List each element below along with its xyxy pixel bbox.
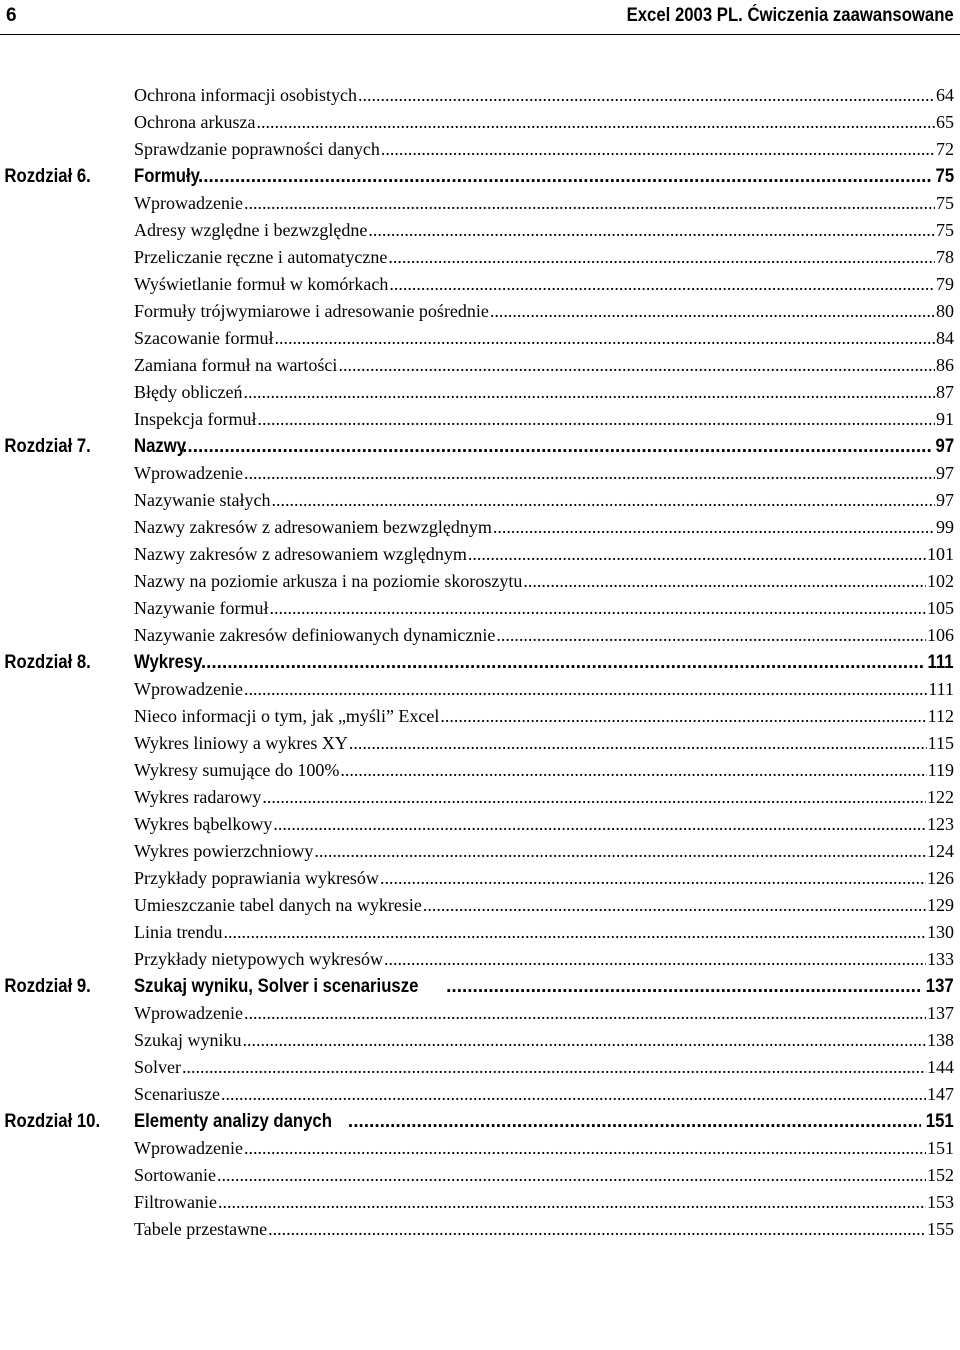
section-title: Umieszczanie tabel danych na wykresie [134, 895, 422, 915]
toc-entry [0, 946, 960, 973]
toc-entry [0, 487, 960, 514]
toc-entry [0, 865, 960, 892]
toc-entry [0, 325, 960, 352]
section-entry [134, 190, 954, 217]
toc-entry [0, 568, 960, 595]
section-page-number: 122 [927, 787, 954, 807]
dot-leader [340, 757, 926, 784]
section-entry [134, 460, 954, 487]
dot-leader [218, 1189, 926, 1216]
section-page-number: 75 [936, 193, 954, 213]
section-title: Sortowanie [134, 1165, 216, 1185]
toc-entry [0, 919, 960, 946]
chapter-title: Elementy analizy danych [134, 1111, 332, 1132]
section-page-number: 64 [936, 85, 954, 105]
section-title: Nazywanie stałych [134, 490, 271, 510]
page-number: 6 [6, 5, 17, 26]
section-title: Adresy względne i bezwzględne [134, 220, 368, 240]
toc-entry [0, 190, 960, 217]
toc-chapter-heading [0, 1108, 960, 1135]
section-entry [134, 1216, 954, 1243]
toc-chapter-heading [0, 433, 960, 460]
chapter-title: Wykresy [134, 652, 203, 673]
section-page-number: 124 [927, 841, 954, 861]
section-title: Wprowadzenie [134, 1003, 243, 1023]
chapter-entry [134, 649, 954, 676]
toc-entry [0, 838, 960, 865]
dot-leader [273, 811, 926, 838]
dot-leader [496, 622, 926, 649]
section-entry [134, 352, 954, 379]
toc-entry [0, 622, 960, 649]
section-page-number: 86 [936, 355, 954, 375]
section-page-number: 123 [927, 814, 954, 834]
toc-entry [0, 352, 960, 379]
section-entry [134, 1081, 954, 1108]
section-title: Wprowadzenie [134, 1138, 243, 1158]
toc-entry [0, 217, 960, 244]
section-entry [134, 865, 954, 892]
dot-leader [349, 730, 927, 757]
chapter-entry [134, 973, 954, 1000]
section-page-number: 78 [936, 247, 954, 267]
toc-entry [0, 784, 960, 811]
dot-leader [389, 271, 935, 298]
section-entry [134, 811, 954, 838]
section-page-number: 130 [927, 922, 954, 942]
section-entry [134, 1027, 954, 1054]
section-title: Sprawdzanie poprawności danych [134, 139, 380, 159]
section-page-number: 65 [936, 112, 954, 132]
section-title: Wprowadzenie [134, 463, 243, 483]
toc-chapter [0, 1108, 960, 1243]
section-page-number: 147 [927, 1084, 954, 1104]
section-page-number: 105 [927, 598, 954, 618]
dot-leader [269, 595, 926, 622]
dot-leader [271, 487, 935, 514]
dot-leader [221, 1081, 926, 1108]
toc-chapter-heading [0, 163, 960, 190]
dot-leader [468, 541, 926, 568]
table-of-contents [0, 82, 960, 1243]
section-entry [134, 406, 954, 433]
section-title: Wykres bąbelkowy [134, 814, 273, 834]
section-entry [134, 676, 954, 703]
section-entry [134, 1189, 954, 1216]
section-entry [134, 595, 954, 622]
dot-leader [243, 1027, 927, 1054]
section-page-number: 112 [927, 706, 954, 726]
section-page-number: 152 [927, 1165, 954, 1185]
section-entry [134, 82, 954, 109]
section-entry [134, 919, 954, 946]
toc-entry [0, 757, 960, 784]
chapter-label: Rozdział 6. [4, 166, 91, 187]
section-entry [134, 946, 954, 973]
chapter-label: Rozdział 10. [4, 1111, 101, 1132]
section-page-number: 79 [936, 274, 954, 294]
section-title: Tabele przestawne [134, 1219, 268, 1239]
section-title: Wprowadzenie [134, 193, 243, 213]
toc-chapter-heading [0, 973, 960, 1000]
chapter-label: Rozdział 8. [4, 652, 91, 673]
dot-leader [198, 163, 932, 190]
dot-leader [243, 379, 935, 406]
chapter-title: Nazwy [134, 436, 187, 457]
section-page-number: 75 [936, 220, 954, 240]
section-title: Filtrowanie [134, 1192, 217, 1212]
toc-entry [0, 298, 960, 325]
toc-chapter-heading [0, 649, 960, 676]
section-page-number: 137 [927, 1003, 954, 1023]
chapter-entry [134, 163, 954, 190]
dot-leader [268, 1216, 926, 1243]
section-entry [134, 487, 954, 514]
section-page-number: 99 [936, 517, 954, 537]
section-page-number: 102 [927, 571, 954, 591]
section-entry [134, 568, 954, 595]
section-title: Szukaj wyniku [134, 1030, 242, 1050]
toc-entry [0, 892, 960, 919]
dot-leader [244, 190, 935, 217]
section-page-number: 72 [936, 139, 954, 159]
section-page-number: 144 [927, 1057, 954, 1077]
chapter-entry [134, 433, 954, 460]
toc-entry [0, 1081, 960, 1108]
toc-entry [0, 379, 960, 406]
toc-entry [0, 136, 960, 163]
section-title: Linia trendu [134, 922, 223, 942]
section-entry [134, 379, 954, 406]
section-page-number: 111 [928, 679, 954, 699]
section-entry [134, 514, 954, 541]
section-title: Wykres powierzchniowy [134, 841, 314, 861]
toc-entry [0, 1135, 960, 1162]
section-title: Formuły trójwymiarowe i adresowanie pośrednie [134, 301, 489, 321]
section-title: Przykłady nietypowych wykresów [134, 949, 383, 969]
dot-leader [244, 1000, 926, 1027]
toc-entry [0, 1054, 960, 1081]
toc-entry [0, 811, 960, 838]
section-page-number: 129 [927, 895, 954, 915]
chapter-page-number: 111 [927, 652, 954, 673]
toc-entry [0, 676, 960, 703]
page-header [0, 0, 960, 35]
section-title: Wyświetlanie formuł w komórkach [134, 274, 389, 294]
dot-leader [490, 298, 935, 325]
dot-leader [446, 973, 921, 1000]
toc-entry [0, 406, 960, 433]
toc-entry [0, 1189, 960, 1216]
dot-leader [244, 460, 935, 487]
dot-leader [244, 676, 927, 703]
toc-chapter [0, 973, 960, 1108]
section-page-number: 115 [927, 733, 954, 753]
chapter-page-number: 151 [926, 1111, 954, 1132]
dot-leader [201, 649, 924, 676]
section-title: Scenariusze [134, 1084, 220, 1104]
section-entry [134, 244, 954, 271]
chapter-page-number: 137 [926, 976, 954, 997]
dot-leader [182, 433, 932, 460]
section-entry [134, 892, 954, 919]
toc-chapter [0, 433, 960, 649]
dot-leader [338, 352, 935, 379]
section-title: Nazwy zakresów z adresowaniem bezwzględnym [134, 517, 492, 537]
section-page-number: 97 [936, 463, 954, 483]
dot-leader [381, 136, 935, 163]
section-title: Nazwy na poziomie arkusza i na poziomie skoroszytu [134, 571, 523, 591]
section-title: Szacowanie formuł [134, 328, 274, 348]
toc-entry [0, 541, 960, 568]
section-page-number: 119 [927, 760, 954, 780]
section-title: Nazywanie formuł [134, 598, 269, 618]
dot-leader [358, 82, 935, 109]
toc-chapter [0, 649, 960, 973]
chapter-label: Rozdział 7. [4, 436, 91, 457]
section-title: Ochrona arkusza [134, 112, 256, 132]
section-title: Wykresy sumujące do 100% [134, 760, 340, 780]
toc-entry [0, 730, 960, 757]
section-title: Przeliczanie ręczne i automatyczne [134, 247, 388, 267]
toc-entry [0, 109, 960, 136]
section-entry [134, 730, 954, 757]
section-entry [134, 298, 954, 325]
chapter-title: Szukaj wyniku, Solver i scenariusze [134, 976, 419, 997]
section-entry [134, 757, 954, 784]
toc-entry [0, 1162, 960, 1189]
section-page-number: 155 [927, 1219, 954, 1239]
toc-entry [0, 1027, 960, 1054]
section-entry [134, 622, 954, 649]
section-page-number: 138 [927, 1030, 954, 1050]
dot-leader [440, 703, 926, 730]
dot-leader [368, 217, 935, 244]
section-title: Nieco informacji o tym, jak „myśli” Excel [134, 706, 440, 726]
section-title: Przykłady poprawiania wykresów [134, 868, 379, 888]
dot-leader [314, 838, 926, 865]
section-title: Nazywanie zakresów definiowanych dynamicznie [134, 625, 496, 645]
section-title: Solver [134, 1057, 181, 1077]
section-title: Błędy obliczeń [134, 382, 243, 402]
toc-entry [0, 82, 960, 109]
section-entry [134, 1054, 954, 1081]
section-page-number: 126 [927, 868, 954, 888]
section-entry [134, 109, 954, 136]
toc-entry [0, 514, 960, 541]
section-entry [134, 217, 954, 244]
section-page-number: 87 [936, 382, 954, 402]
toc-entry [0, 460, 960, 487]
dot-leader [384, 946, 926, 973]
section-page-number: 153 [927, 1192, 954, 1212]
dot-leader [380, 865, 926, 892]
toc-entry [0, 1216, 960, 1243]
toc-entry [0, 1000, 960, 1027]
dot-leader [388, 244, 935, 271]
section-page-number: 91 [936, 409, 954, 429]
section-page-number: 133 [927, 949, 954, 969]
dot-leader [217, 1162, 926, 1189]
section-page-number: 106 [927, 625, 954, 645]
section-title: Wprowadzenie [134, 679, 243, 699]
toc-entry [0, 271, 960, 298]
chapter-page-number: 75 [935, 166, 954, 187]
section-entry [134, 838, 954, 865]
section-title: Wykres liniowy a wykres XY [134, 733, 348, 753]
toc-entry [0, 595, 960, 622]
section-title: Ochrona informacji osobistych [134, 85, 357, 105]
section-entry [134, 541, 954, 568]
section-page-number: 151 [927, 1138, 954, 1158]
section-title: Nazwy zakresów z adresowaniem względnym [134, 544, 467, 564]
dot-leader [523, 568, 926, 595]
dot-leader [182, 1054, 926, 1081]
section-entry [134, 271, 954, 298]
toc-entry [0, 703, 960, 730]
toc-entry [0, 244, 960, 271]
chapter-page-number: 97 [935, 436, 954, 457]
section-page-number: 101 [927, 544, 954, 564]
dot-leader [274, 325, 935, 352]
section-entry [134, 784, 954, 811]
chapter-title: Formuły [134, 166, 200, 187]
chapter-label: Rozdział 9. [4, 976, 91, 997]
dot-leader [262, 784, 926, 811]
section-entry [134, 1000, 954, 1027]
dot-leader [348, 1108, 921, 1135]
book-title: Excel 2003 PL. Ćwiczenia zaawansowane [626, 5, 954, 26]
section-title: Zamiana formuł na wartości [134, 355, 338, 375]
toc-chapter [0, 82, 960, 163]
dot-leader [223, 919, 926, 946]
section-page-number: 80 [936, 301, 954, 321]
dot-leader [423, 892, 926, 919]
section-title: Inspekcja formuł [134, 409, 257, 429]
section-entry [134, 136, 954, 163]
section-page-number: 84 [936, 328, 954, 348]
dot-leader [257, 406, 935, 433]
section-entry [134, 703, 954, 730]
section-page-number: 97 [936, 490, 954, 510]
dot-leader [256, 109, 935, 136]
section-entry [134, 1135, 954, 1162]
dot-leader [493, 514, 935, 541]
toc-chapter [0, 163, 960, 433]
section-entry [134, 325, 954, 352]
dot-leader [244, 1135, 926, 1162]
section-title: Wykres radarowy [134, 787, 262, 807]
section-entry [134, 1162, 954, 1189]
chapter-entry [134, 1108, 954, 1135]
